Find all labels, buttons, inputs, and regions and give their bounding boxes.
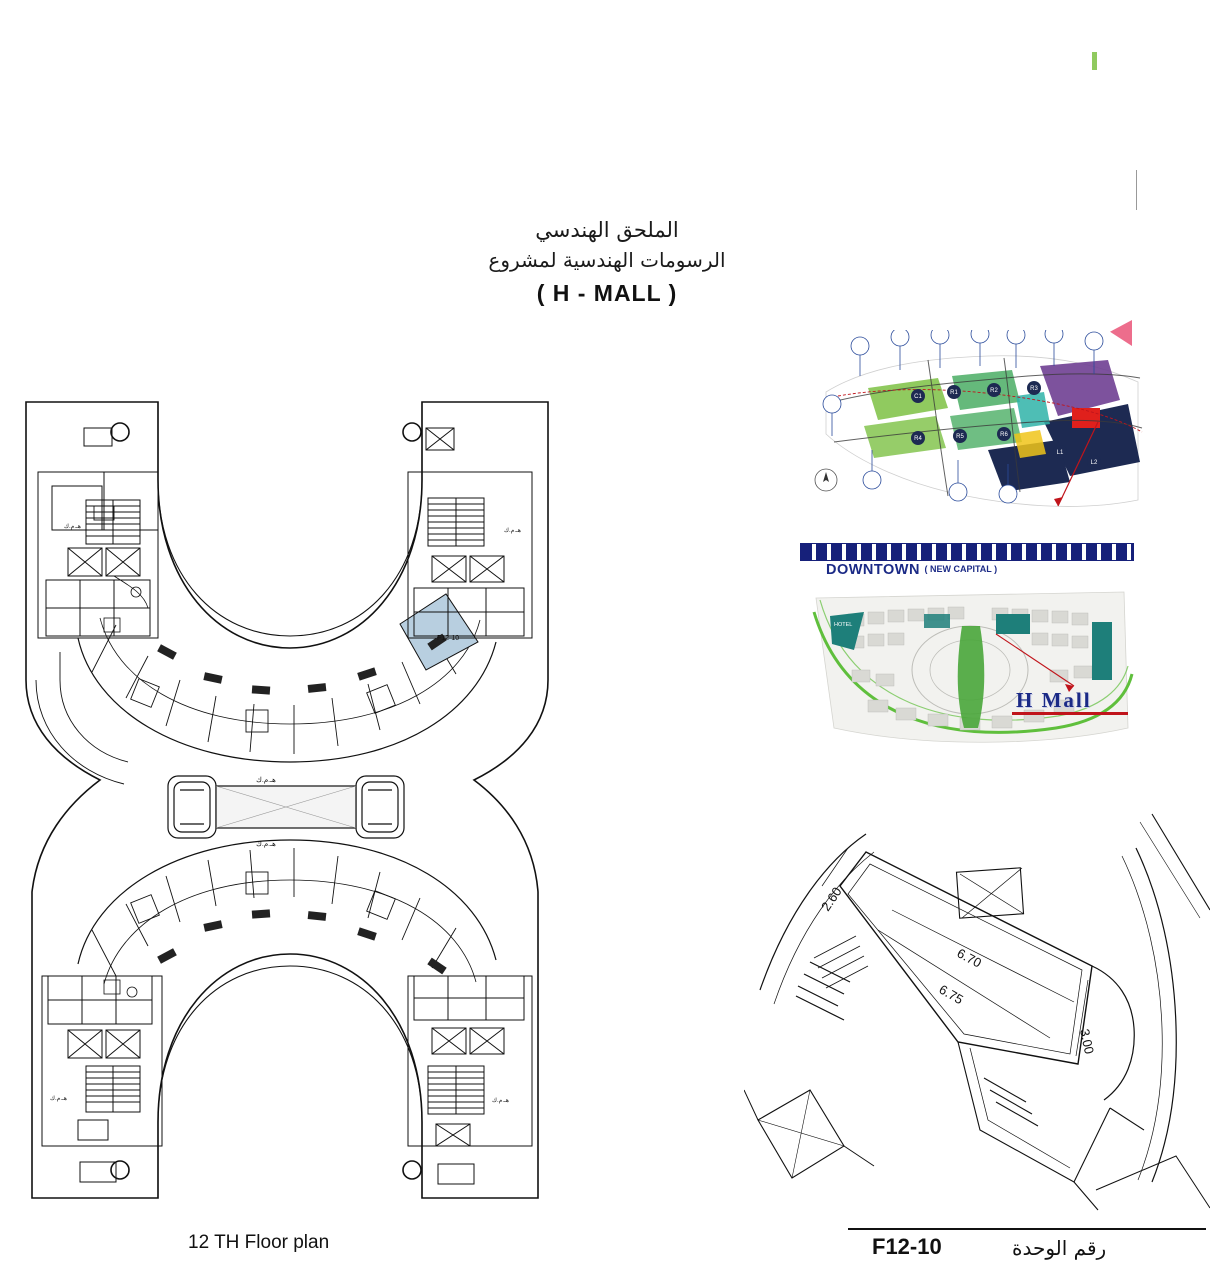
svg-text:6.70: 6.70 — [954, 945, 984, 971]
master-plan-map — [808, 330, 1148, 530]
unit-number-label: رقم الوحدة — [1012, 1236, 1107, 1260]
svg-text:HOTEL: HOTEL — [834, 622, 853, 628]
unit-code: F12-10 — [872, 1234, 942, 1259]
svg-text:L2: L2 — [1090, 460, 1098, 466]
svg-text:هـ.م.ك: هـ.م.ك — [50, 1096, 67, 1102]
svg-text:R1: R1 — [950, 390, 958, 396]
stray-green-mark — [1092, 52, 1097, 70]
footer-divider — [848, 1228, 1206, 1230]
right-column — [760, 330, 1206, 530]
svg-text:هـ.م.ك: هـ.م.ك — [492, 1098, 509, 1104]
highlighted-unit — [400, 594, 478, 670]
svg-text:C1: C1 — [914, 394, 922, 400]
unit-detail-drawing — [744, 790, 1210, 1220]
document-header — [0, 218, 1214, 307]
svg-text:هـ.م.ك: هـ.م.ك — [64, 524, 81, 530]
district-site-map — [806, 578, 1136, 750]
svg-text:R6: R6 — [1000, 432, 1008, 438]
downtown-title-text: DOWNTOWN — [826, 562, 920, 578]
svg-text:R5: R5 — [956, 434, 964, 440]
floor-plan-drawing — [8, 380, 568, 1220]
downtown-divider-bar — [800, 543, 1134, 561]
floor-plan-caption: 12 TH Floor plan — [188, 1232, 330, 1253]
svg-text:6.75: 6.75 — [936, 981, 966, 1008]
h-mall-logo-underline — [1012, 712, 1128, 715]
svg-text:R3: R3 — [1030, 386, 1038, 392]
svg-text:هـ.م.ك: هـ.م.ك — [504, 528, 521, 534]
svg-text:3.00: 3.00 — [1077, 1027, 1098, 1056]
header-line-annex: الملحق الهندسي — [535, 218, 679, 242]
page-title: ( H - MALL ) — [536, 280, 678, 306]
stray-line-mark — [1136, 170, 1137, 210]
svg-text:هـ.م.ك: هـ.م.ك — [256, 841, 276, 848]
svg-text:R4: R4 — [914, 436, 922, 442]
header-line-subtitle: الرسومات الهندسية لمشروع — [488, 248, 726, 272]
svg-text:2.60: 2.60 — [818, 884, 845, 914]
downtown-title — [826, 562, 997, 578]
svg-text:هـ.م.ك: هـ.م.ك — [256, 777, 276, 784]
h-mall-logo: H Mall — [1016, 688, 1092, 712]
svg-text:L1: L1 — [1056, 450, 1064, 456]
svg-text:R2: R2 — [990, 388, 998, 394]
highlighted-unit-label: F12-10 — [437, 635, 460, 642]
downtown-subtitle-text: ( NEW CAPITAL ) — [924, 564, 998, 574]
